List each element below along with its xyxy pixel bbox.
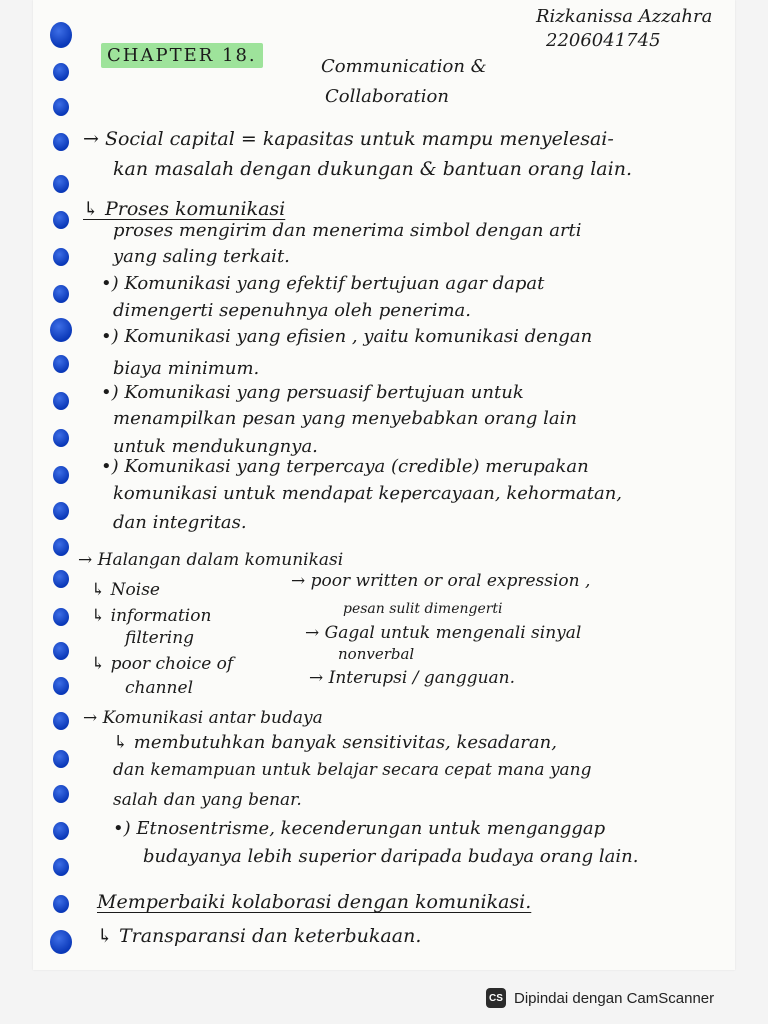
note-line: •) Komunikasi yang efektif bertujuan agar dapat — [101, 273, 545, 294]
note-line: salah dan yang benar. — [113, 790, 302, 810]
note-line: → poor written or oral expression , — [291, 571, 591, 591]
note-line: channel — [125, 678, 193, 698]
note-line: nonverbal — [338, 645, 415, 663]
note-line: ↳ membutuhkan banyak sensitivitas, kesadaran, — [113, 732, 557, 753]
section-heading: ↳ Proses komunikasi — [83, 198, 286, 220]
binder-hole-icon — [53, 677, 69, 695]
binder-hole-icon — [53, 175, 69, 193]
note-line: •) Komunikasi yang efisien , yaitu komunikasi dengan — [101, 326, 593, 347]
title-line-2: Collaboration — [325, 86, 449, 107]
binder-hole-icon — [53, 642, 69, 660]
binder-hole-icon — [53, 133, 69, 151]
camscanner-watermark — [472, 982, 768, 1014]
binder-hole-icon — [53, 712, 69, 730]
binder-hole-icon — [53, 895, 69, 913]
note-line: → Social capital = kapasitas untuk mampu menyelesai- — [83, 128, 614, 150]
student-id: 2206041745 — [546, 30, 661, 51]
binder-hole-icon — [53, 570, 69, 588]
note-line: dan kemampuan untuk belajar secara cepat mana yang — [113, 760, 592, 780]
note-line: budayanya lebih superior daripada budaya orang lain. — [143, 846, 639, 867]
binder-hole-icon — [53, 502, 69, 520]
section-heading: → Komunikasi antar budaya — [83, 708, 323, 728]
note-line: filtering — [125, 628, 195, 648]
binder-hole-icon — [53, 211, 69, 229]
note-line: •) Komunikasi yang terpercaya (credible) merupakan — [101, 456, 589, 477]
note-line: •) Komunikasi yang persuasif bertujuan untuk — [101, 382, 524, 403]
binder-hole-icon — [53, 822, 69, 840]
binder-hole-icon — [53, 858, 69, 876]
note-line: •) Etnosentrisme, kecenderungan untuk menganggap — [113, 818, 606, 839]
author-name: Rizkanissa Azzahra — [536, 6, 713, 27]
title-line-1: Communication & — [321, 56, 487, 77]
watermark-text: Dipindai dengan CamScanner — [514, 989, 715, 1007]
chapter-highlight: CHAPTER 18. — [101, 43, 263, 68]
binder-hole-icon — [53, 355, 69, 373]
note-line: ↳ information — [91, 606, 212, 626]
note-line: → Gagal untuk mengenali sinyal — [305, 623, 582, 643]
note-line: komunikasi untuk mendapat kepercayaan, kehormatan, — [113, 483, 623, 504]
note-line: pesan sulit dimengerti — [343, 601, 503, 617]
notebook-page — [33, 0, 735, 970]
note-line: yang saling terkait. — [113, 246, 290, 267]
note-line: untuk mendukungnya. — [113, 436, 318, 457]
binder-hole-icon — [53, 98, 69, 116]
binder-hole-icon — [53, 466, 69, 484]
binder-hole-icon — [50, 22, 72, 48]
note-line: → Interupsi / gangguan. — [309, 668, 516, 688]
note-line: dimengerti sepenuhnya oleh penerima. — [113, 300, 472, 321]
note-line: menampilkan pesan yang menyebabkan orang lain — [113, 408, 578, 429]
binder-hole-icon — [53, 285, 69, 303]
note-line: dan integritas. — [113, 512, 247, 533]
note-line: biaya minimum. — [113, 358, 260, 379]
note-line: kan masalah dengan dukungan & bantuan orang lain. — [113, 158, 632, 180]
binder-hole-icon — [53, 63, 69, 81]
binder-hole-icon — [53, 429, 69, 447]
binder-hole-icon — [53, 248, 69, 266]
binder-hole-icon — [53, 538, 69, 556]
note-line: proses mengirim dan menerima simbol dengan arti — [113, 220, 582, 241]
note-line: ↳ Transparansi dan keterbukaan. — [97, 925, 422, 947]
chapter-heading — [101, 47, 263, 65]
binder-hole-icon — [53, 608, 69, 626]
binder-hole-icon — [53, 392, 69, 410]
camscanner-logo-icon: CS — [486, 988, 506, 1008]
note-line: ↳ Noise — [91, 580, 160, 600]
section-heading: → Halangan dalam komunikasi — [78, 550, 344, 570]
binder-hole-icon — [50, 930, 72, 954]
note-line: ↳ poor choice of — [91, 654, 234, 674]
binder-hole-icon — [53, 750, 69, 768]
section-heading: Memperbaiki kolaborasi dengan komunikasi. — [97, 891, 532, 913]
binder-hole-icon — [53, 785, 69, 803]
binder-hole-icon — [50, 318, 72, 342]
